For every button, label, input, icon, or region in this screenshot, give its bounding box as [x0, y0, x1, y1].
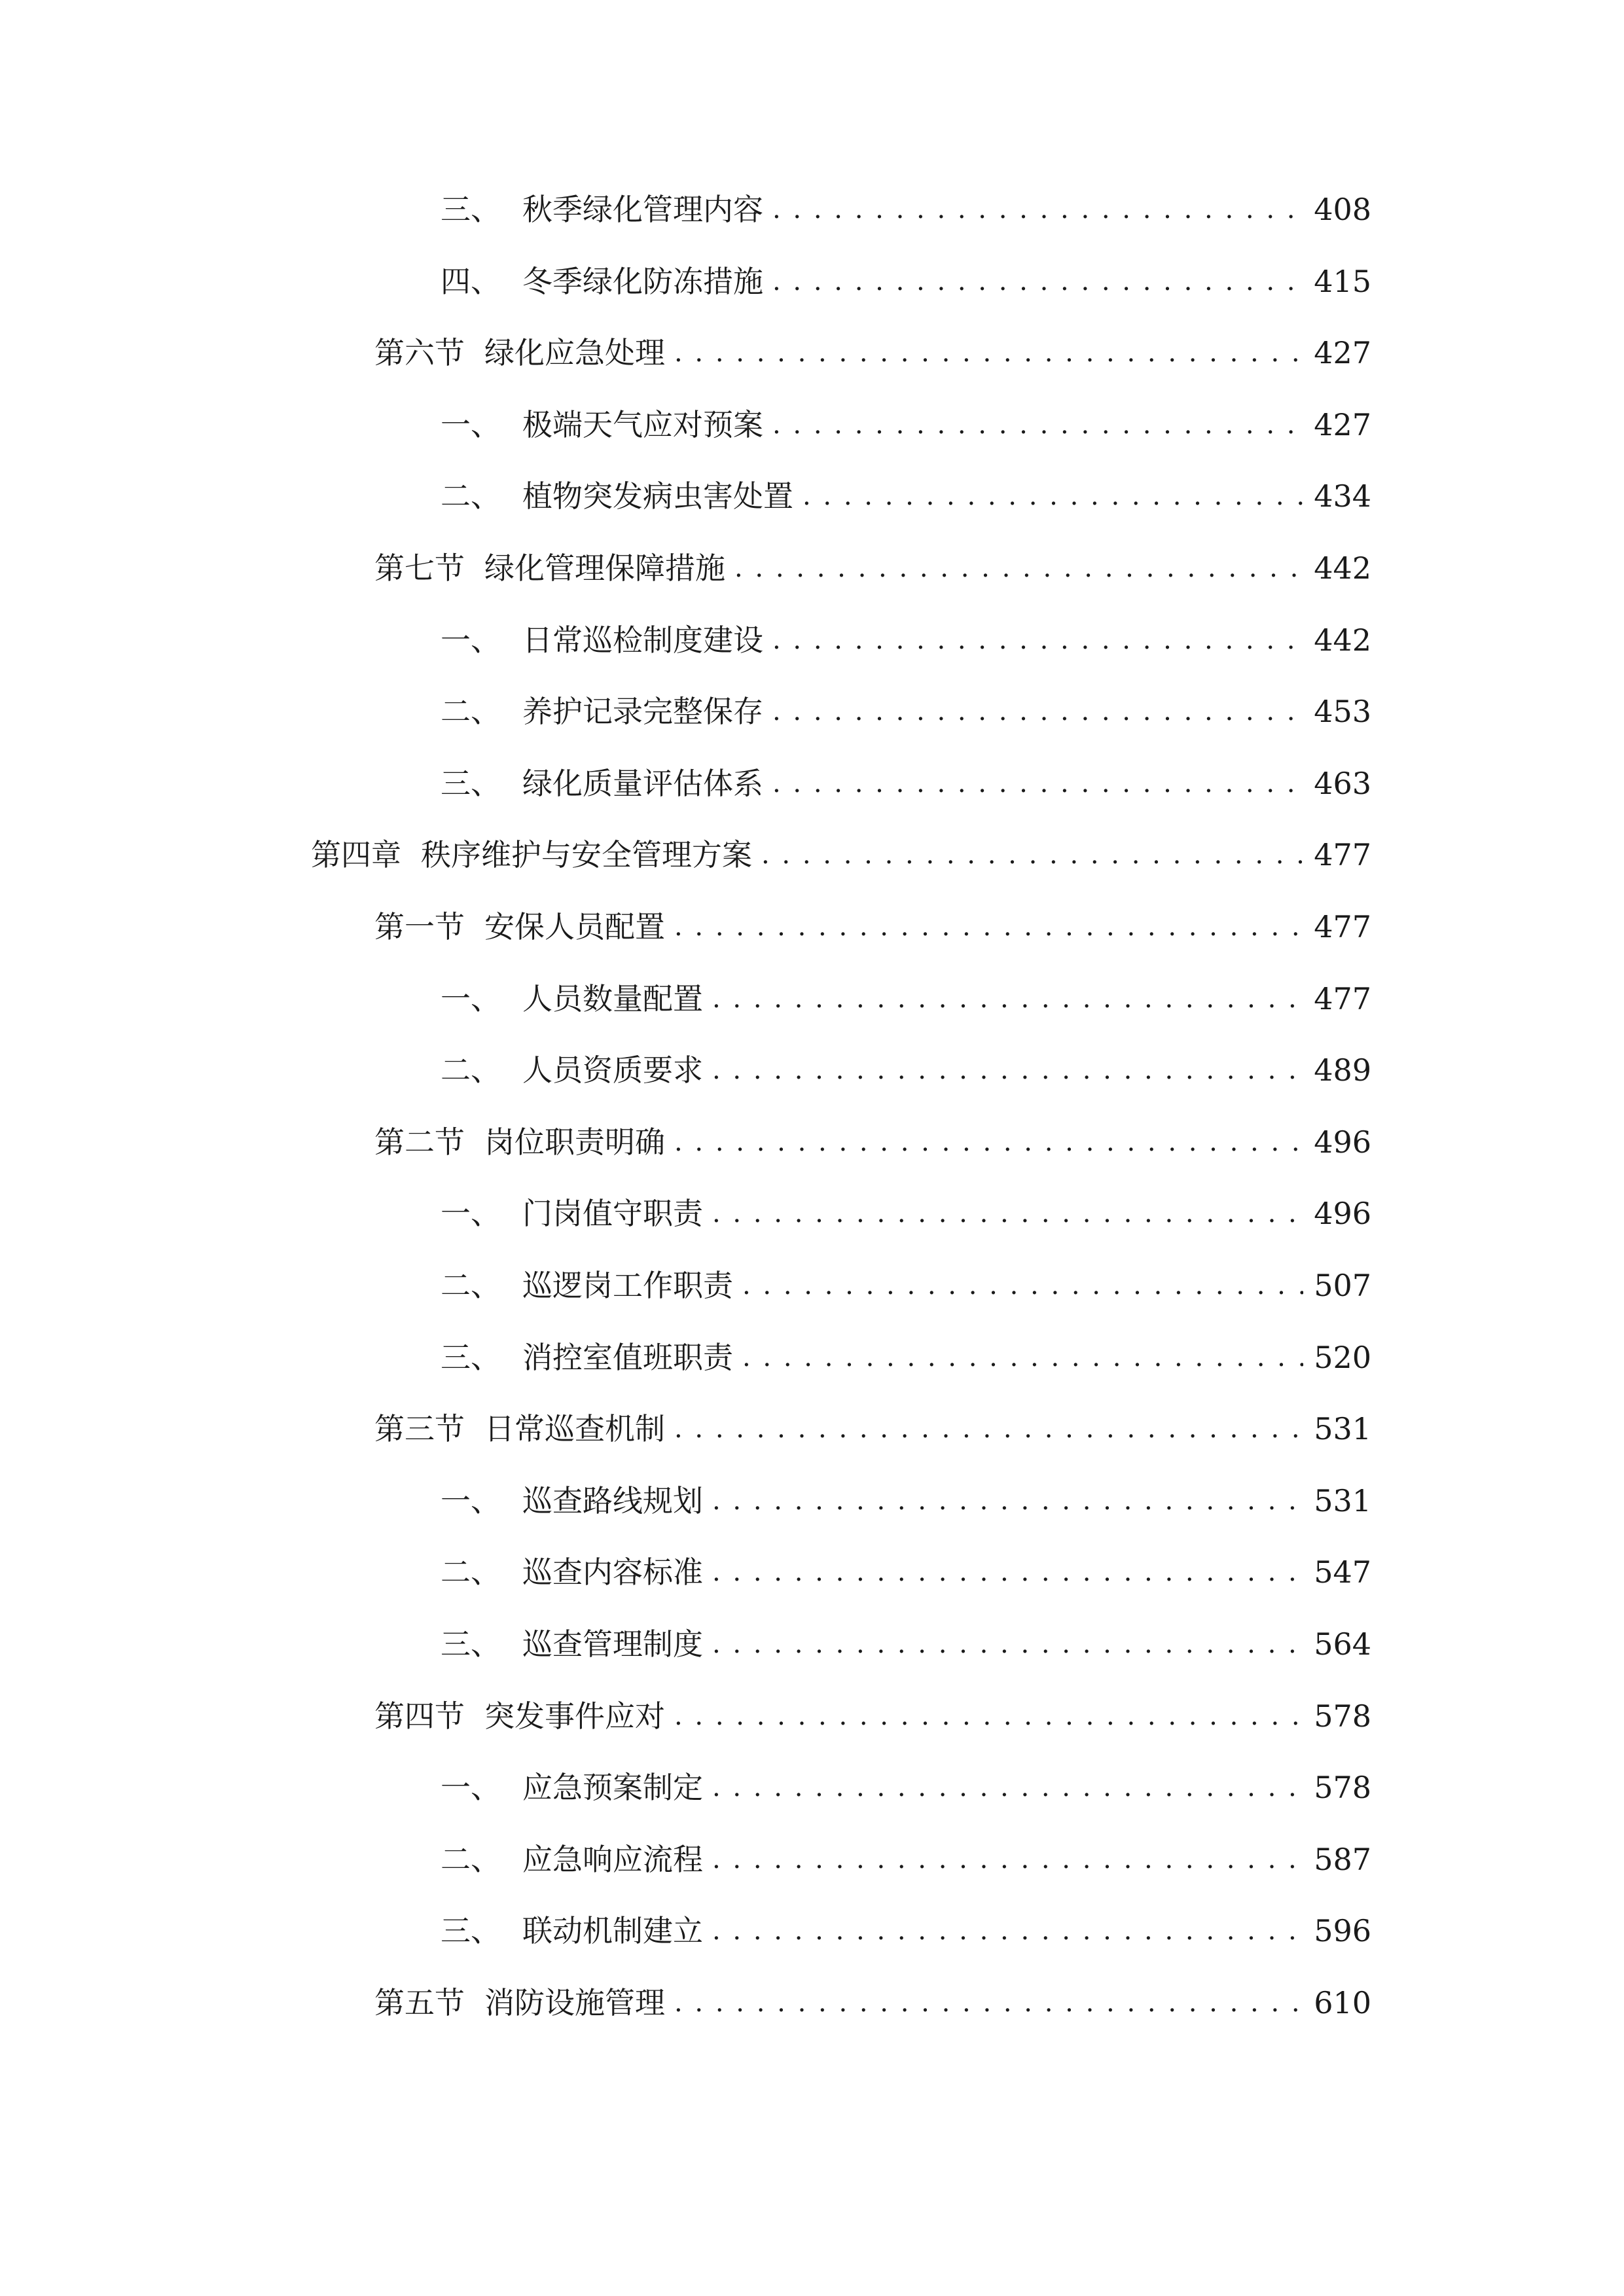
toc-entry-number: 一、 — [441, 407, 501, 442]
toc-entry-page-number: 531 — [1314, 1483, 1371, 1518]
toc-entry-number: 第三节 — [374, 1411, 465, 1446]
toc-entry-title: 巡查管理制度 — [522, 1626, 703, 1662]
toc-entry-title: 养护记录完整保存 — [522, 694, 763, 729]
toc-entry-title: 消防设施管理 — [484, 1985, 665, 2020]
toc-entry-number: 二、 — [441, 478, 501, 514]
toc-entry-title: 极端天气应对预案 — [522, 407, 763, 442]
toc-entry-page-number: 408 — [1314, 192, 1371, 227]
dot-leader — [772, 190, 1303, 229]
dot-leader — [712, 1194, 1303, 1233]
toc-entry-page-number: 578 — [1314, 1698, 1371, 1734]
toc-entry-page-number: 507 — [1314, 1268, 1371, 1303]
dot-leader — [712, 1840, 1303, 1879]
toc-entry[interactable] — [374, 894, 1371, 946]
toc-entry-number: 二、 — [441, 1268, 501, 1303]
toc-entry[interactable] — [441, 1468, 1371, 1520]
toc-entry-title: 突发事件应对 — [484, 1698, 665, 1734]
toc-entry-page-number: 415 — [1314, 264, 1371, 299]
toc-entry-number: 第二节 — [374, 1124, 465, 1160]
toc-entry-number: 二、 — [441, 694, 501, 729]
toc-entry[interactable] — [441, 1827, 1371, 1879]
dot-leader — [674, 1122, 1303, 1162]
toc-entry[interactable] — [441, 1898, 1371, 1950]
toc-entry-number: 三、 — [441, 1626, 501, 1662]
dot-leader — [761, 835, 1303, 874]
dot-leader — [734, 548, 1303, 588]
toc-entry[interactable] — [374, 1396, 1371, 1448]
dot-leader — [674, 1409, 1303, 1448]
toc-entry-number: 一、 — [441, 981, 501, 1016]
toc-entry-title: 秩序维护与安全管理方案 — [421, 837, 752, 872]
toc-entry-page-number: 463 — [1314, 766, 1371, 801]
toc-entry-page-number: 496 — [1314, 1124, 1371, 1160]
toc-entry-number: 第七节 — [374, 550, 465, 586]
toc-entry-number: 一、 — [441, 622, 501, 658]
dot-leader — [674, 907, 1303, 946]
toc-entry-title: 植物突发病虫害处置 — [522, 478, 793, 514]
toc-entry-page-number: 427 — [1314, 407, 1371, 442]
toc-entry[interactable] — [441, 1181, 1371, 1233]
toc-entry-title: 绿化管理保障措施 — [484, 550, 725, 586]
toc-entry[interactable] — [441, 463, 1371, 516]
dot-leader — [742, 1338, 1303, 1377]
toc-entry[interactable] — [441, 1755, 1371, 1807]
toc-entry-title: 人员资质要求 — [522, 1052, 703, 1088]
toc-entry[interactable] — [374, 1683, 1371, 1736]
dot-leader — [772, 405, 1303, 444]
dot-leader — [772, 620, 1303, 660]
toc-entry-title: 门岗值守职责 — [522, 1196, 703, 1231]
toc-entry[interactable] — [374, 535, 1371, 588]
toc-entry-number: 第四节 — [374, 1698, 465, 1734]
dot-leader — [742, 1266, 1303, 1305]
toc-entry[interactable] — [441, 1611, 1371, 1664]
toc-entry-page-number: 489 — [1314, 1052, 1371, 1088]
toc-entry-number: 第四章 — [311, 837, 401, 872]
toc-entry-title: 日常巡查机制 — [484, 1411, 665, 1446]
toc-entry-title: 联动机制建立 — [522, 1913, 703, 1948]
toc-entry[interactable] — [441, 607, 1371, 660]
toc-entry-number: 第一节 — [374, 909, 465, 944]
toc-entry-title: 应急响应流程 — [522, 1842, 703, 1877]
toc-entry-number: 三、 — [441, 1340, 501, 1375]
toc-entry-number: 第六节 — [374, 335, 465, 370]
toc-entry-page-number: 578 — [1314, 1770, 1371, 1805]
dot-leader — [712, 1050, 1303, 1090]
toc-entry[interactable] — [441, 966, 1371, 1018]
toc-entry[interactable] — [374, 320, 1371, 372]
toc-entry-page-number: 587 — [1314, 1842, 1371, 1877]
toc-entry-page-number: 564 — [1314, 1626, 1371, 1662]
toc-entry-page-number: 610 — [1314, 1985, 1371, 2020]
toc-entry[interactable] — [441, 1539, 1371, 1592]
toc-entry-number: 第五节 — [374, 1985, 465, 2020]
toc-entry-page-number: 547 — [1314, 1554, 1371, 1590]
dot-leader — [712, 1768, 1303, 1807]
toc-entry-page-number: 453 — [1314, 694, 1371, 729]
toc-entry-number: 四、 — [441, 264, 501, 299]
dot-leader — [712, 1911, 1303, 1950]
toc-entry-page-number: 442 — [1314, 550, 1371, 586]
toc-entry[interactable] — [441, 177, 1371, 229]
dot-leader — [772, 262, 1303, 301]
toc-entry-title: 巡查路线规划 — [522, 1483, 703, 1518]
toc-entry[interactable] — [311, 822, 1371, 874]
toc-entry-title: 巡逻岗工作职责 — [522, 1268, 733, 1303]
toc-entry-title: 岗位职责明确 — [484, 1124, 665, 1160]
toc-entry[interactable] — [441, 1037, 1371, 1090]
toc-entry[interactable] — [441, 751, 1371, 803]
toc-entry[interactable] — [374, 1970, 1371, 2022]
toc-entry[interactable] — [441, 249, 1371, 301]
dot-leader — [712, 979, 1303, 1018]
toc-entry-number: 二、 — [441, 1052, 501, 1088]
toc-entry-number: 三、 — [441, 766, 501, 801]
toc-entry-page-number: 477 — [1314, 981, 1371, 1016]
toc-entry-page-number: 496 — [1314, 1196, 1371, 1231]
toc-entry-title: 巡查内容标准 — [522, 1554, 703, 1590]
dot-leader — [674, 333, 1303, 372]
dot-leader — [803, 476, 1303, 516]
toc-entry-number: 三、 — [441, 192, 501, 227]
toc-entry-title: 冬季绿化防冻措施 — [522, 264, 763, 299]
toc-entry-number: 一、 — [441, 1196, 501, 1231]
dot-leader — [712, 1624, 1303, 1664]
dot-leader — [712, 1481, 1303, 1520]
toc-entry-title: 日常巡检制度建设 — [522, 622, 763, 658]
toc-entry[interactable] — [441, 679, 1371, 731]
toc-entry-page-number: 434 — [1314, 478, 1371, 514]
toc-entry-title: 人员数量配置 — [522, 981, 703, 1016]
toc-entry-number: 三、 — [441, 1913, 501, 1948]
toc-entry-title: 绿化应急处理 — [484, 335, 665, 370]
toc-entry-page-number: 442 — [1314, 622, 1371, 658]
toc-entry-title: 秋季绿化管理内容 — [522, 192, 763, 227]
toc-entry-number: 一、 — [441, 1483, 501, 1518]
toc-entry-page-number: 520 — [1314, 1340, 1371, 1375]
toc-entry-title: 安保人员配置 — [484, 909, 665, 944]
toc-entry[interactable] — [441, 1325, 1371, 1377]
dot-leader — [772, 692, 1303, 731]
toc-entry-title: 应急预案制定 — [522, 1770, 703, 1805]
toc-entry-page-number: 596 — [1314, 1913, 1371, 1948]
toc-entry-title: 消控室值班职责 — [522, 1340, 733, 1375]
toc-entry[interactable] — [441, 1253, 1371, 1305]
dot-leader — [674, 1696, 1303, 1736]
toc-entry-number: 二、 — [441, 1554, 501, 1590]
toc-entry-number: 一、 — [441, 1770, 501, 1805]
dot-leader — [674, 1983, 1303, 2022]
dot-leader — [712, 1552, 1303, 1592]
toc-entry[interactable] — [441, 392, 1371, 444]
toc-entry-page-number: 427 — [1314, 335, 1371, 370]
toc-entry-page-number: 477 — [1314, 837, 1371, 872]
toc-entry-title: 绿化质量评估体系 — [522, 766, 763, 801]
toc-entry[interactable] — [374, 1109, 1371, 1162]
toc-entry-number: 二、 — [441, 1842, 501, 1877]
dot-leader — [772, 764, 1303, 803]
toc-entry-page-number: 477 — [1314, 909, 1371, 944]
toc-entry-page-number: 531 — [1314, 1411, 1371, 1446]
